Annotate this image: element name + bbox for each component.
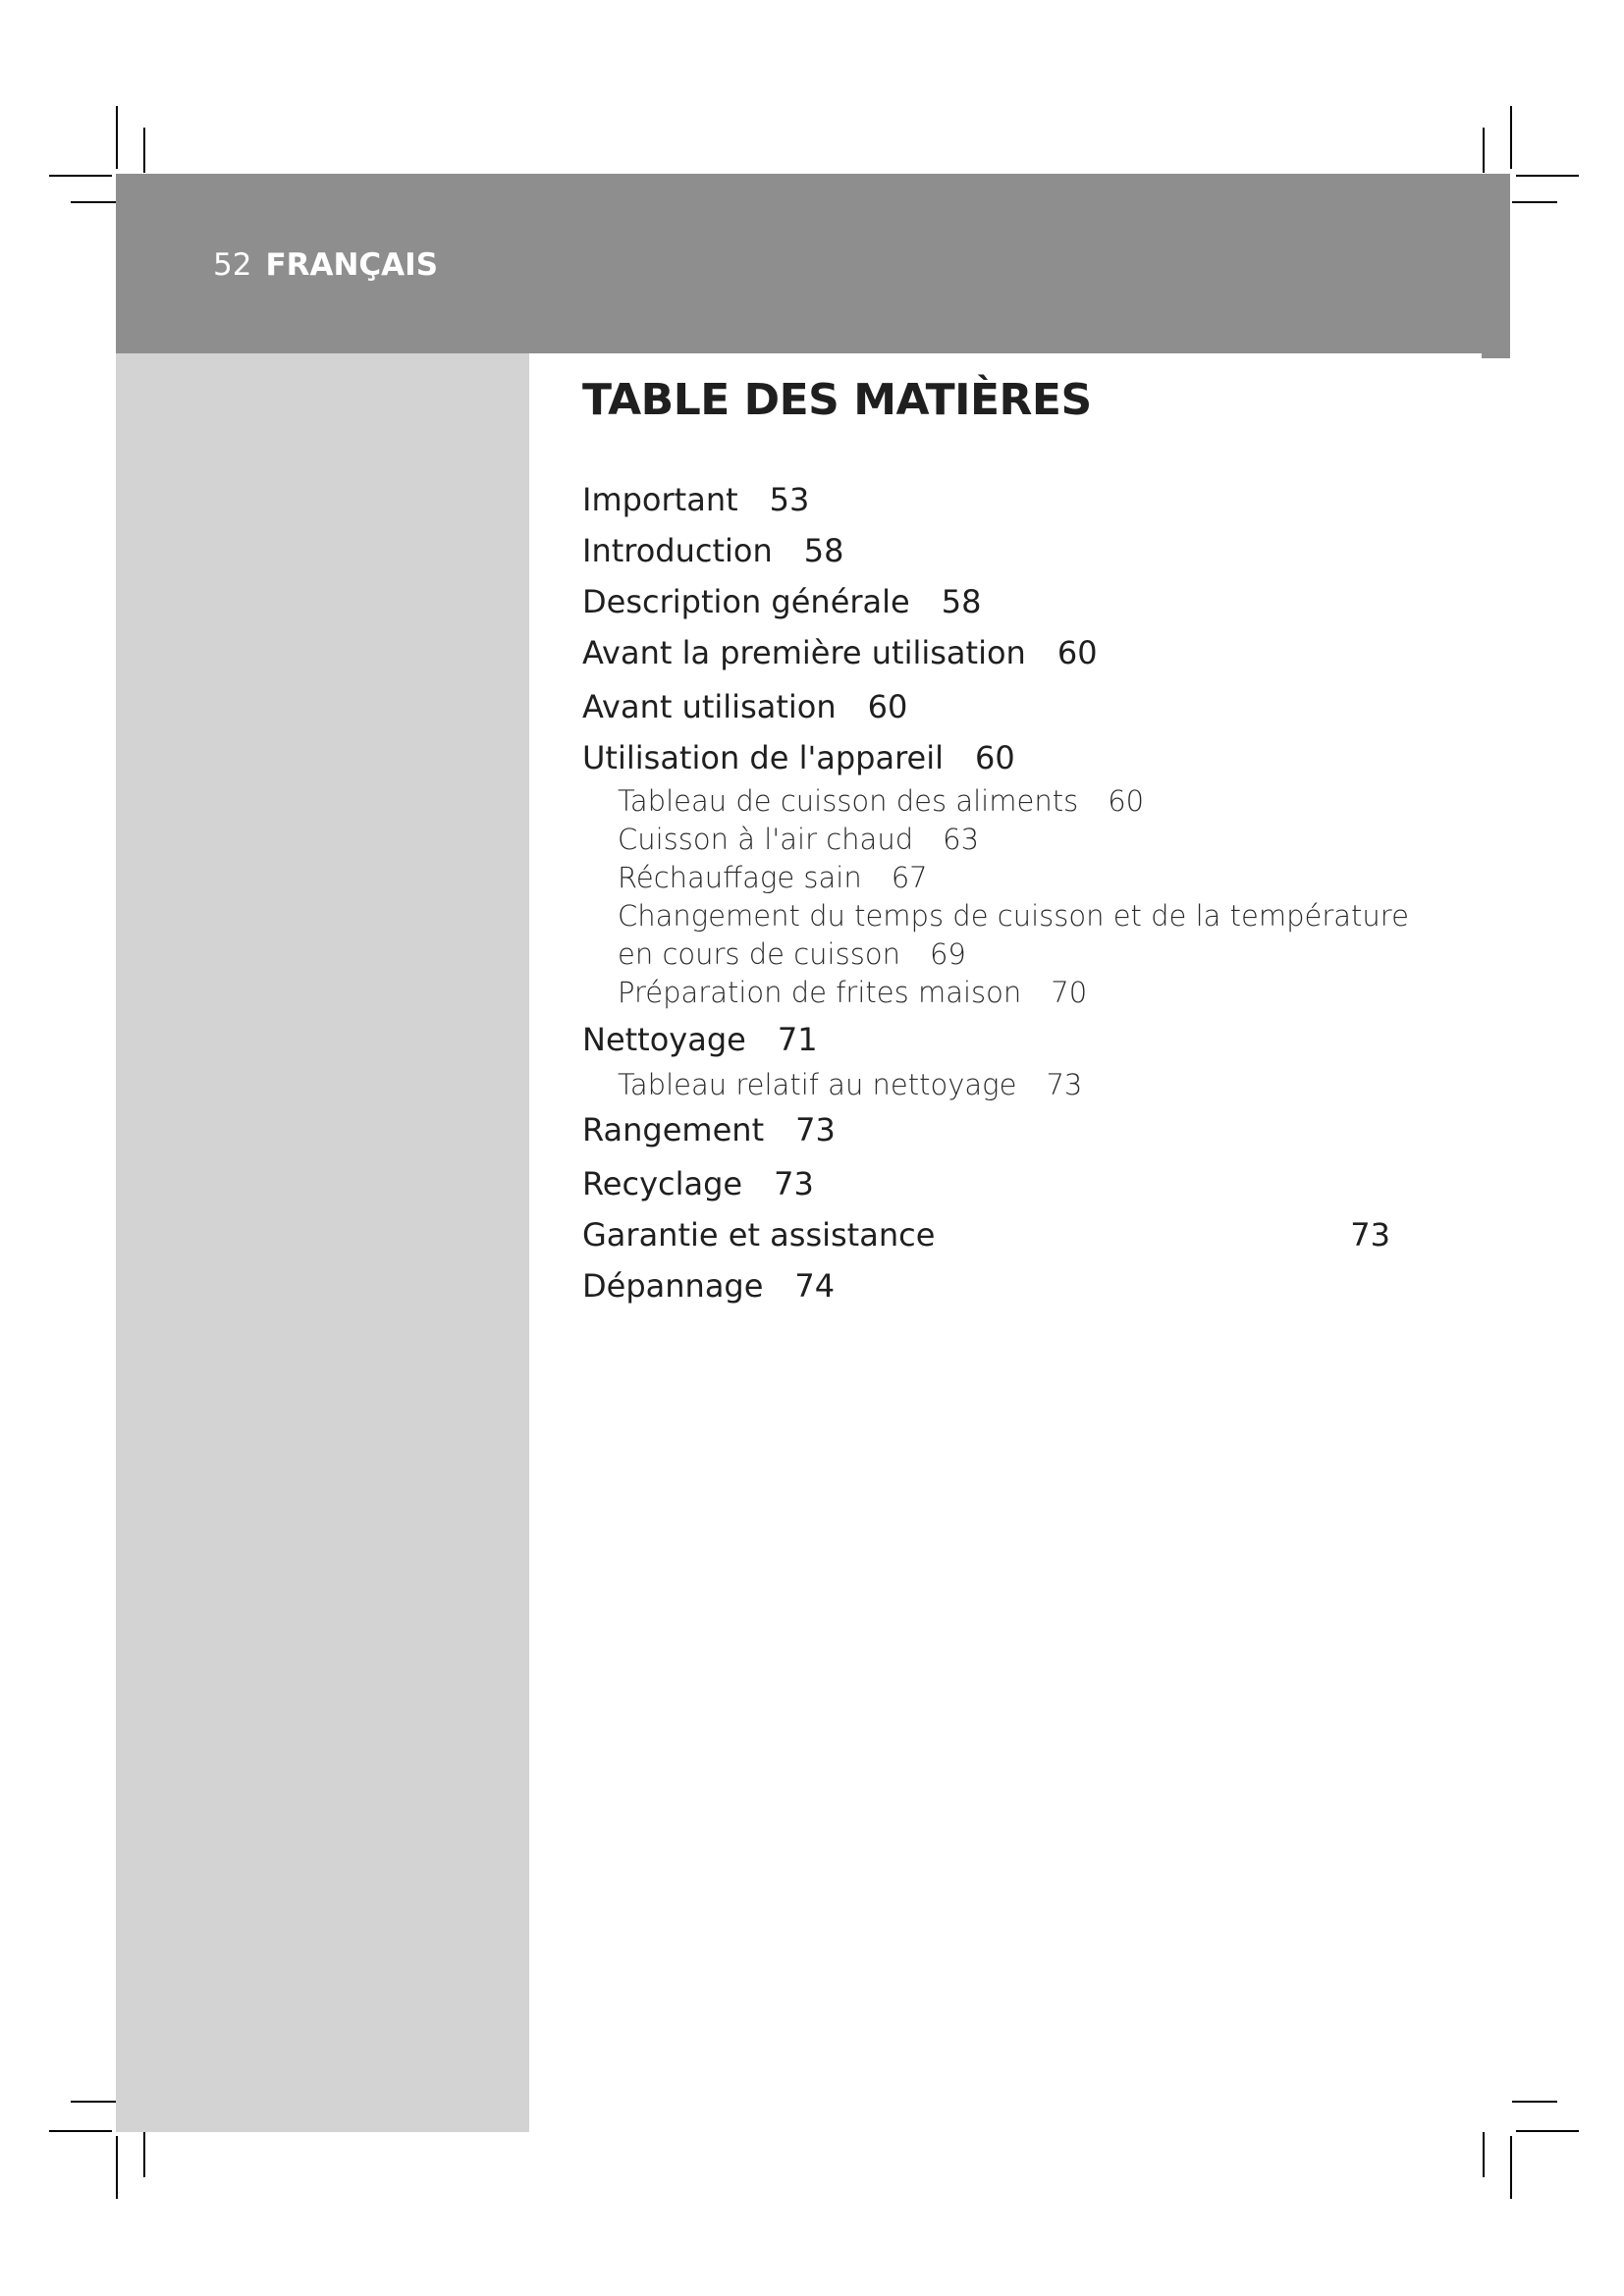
toc-entry-label: Tableau relatif au nettoyage [618,1068,1017,1101]
toc-entry[interactable] [582,1111,836,1148]
crop-mark [143,128,145,173]
crop-mark [71,2101,116,2103]
toc-entry[interactable] [582,688,907,725]
crop-mark [71,201,116,203]
toc-entry[interactable] [582,1267,835,1305]
toc-entry-label: Avant la première utilisation [582,634,1026,671]
toc-entry-label: Recyclage [582,1165,743,1202]
crop-mark [1483,128,1485,173]
toc-entry-page: 69 [929,937,966,971]
crop-mark [49,175,112,177]
toc-subentry[interactable] [618,784,1144,818]
toc-entry-label: Préparation de frites maison [618,976,1022,1009]
crop-mark [1510,106,1512,169]
toc-entry-label: Changement du temps de cuisson et de la température [618,899,1409,933]
crop-mark [1516,175,1579,177]
toc-subentry[interactable] [618,1068,1082,1101]
toc-subentry-continuation[interactable] [618,937,966,971]
toc-entry-label: Garantie et assistance [582,1216,936,1254]
toc-entry[interactable] [582,1021,818,1058]
toc-entry-page: 73 [795,1111,836,1148]
toc-entry-label: en cours de cuisson [618,937,900,971]
toc-entry-label: Important [582,481,738,518]
running-header [213,247,438,283]
toc-entry-page: 58 [803,532,844,569]
toc-entry[interactable] [582,1165,814,1202]
toc-entry-page: 60 [1056,634,1098,671]
toc-entry-page: 58 [941,583,982,620]
toc-entry-label: Rangement [582,1111,765,1148]
toc-entry-page: 60 [867,688,908,725]
crop-mark [1516,2130,1579,2132]
toc-entry-page: 71 [777,1021,818,1058]
toc-entry-page: 53 [769,481,810,518]
toc-entry[interactable] [582,481,809,518]
toc-entry-page: 73 [774,1165,814,1202]
toc-entry-label: Description générale [582,583,910,620]
toc-entry-label: Introduction [582,532,773,569]
header-notch [1482,353,1510,358]
toc-entry-label: Avant utilisation [582,688,837,725]
toc-entry-page: 70 [1051,976,1088,1009]
toc-entry[interactable] [582,583,981,620]
toc-entry[interactable] [582,634,1098,671]
crop-mark [1512,2101,1557,2103]
toc-subentry[interactable] [618,899,1409,933]
sidebar-panel [116,353,529,2132]
crop-mark [49,2130,112,2132]
toc-entry-label: Tableau de cuisson des aliments [618,784,1079,818]
toc-subentry[interactable] [618,823,979,856]
page-number: 52 [213,247,252,283]
crop-mark [143,2132,145,2177]
toc-entry-page: 67 [891,861,928,894]
toc-entry-label: Dépannage [582,1267,764,1305]
language-label: FRANÇAIS [265,247,439,283]
crop-mark [116,106,118,169]
page-title: TABLE DES MATIÈRES [582,375,1092,425]
toc-entry-label: Utilisation de l'appareil [582,739,945,776]
toc-entry-page: 73 [1046,1068,1083,1101]
toc-entry-page: 73 [1350,1216,1390,1254]
crop-mark [1512,201,1557,203]
toc-entry-label: Nettoyage [582,1021,746,1058]
crop-mark [1483,2132,1485,2177]
toc-entry[interactable] [582,739,1015,776]
toc-entry-page: 60 [1108,784,1145,818]
toc-entry-label: Cuisson à l'air chaud [618,823,914,856]
toc-entry-label: Réchauffage sain [618,861,862,894]
toc-entry[interactable] [582,532,844,569]
crop-mark [116,2136,118,2199]
toc-entry-page: 63 [943,823,980,856]
toc-subentry[interactable] [618,976,1087,1009]
crop-mark [1510,2136,1512,2199]
toc-entry-page: 74 [794,1267,836,1305]
toc-subentry[interactable] [618,861,928,894]
toc-entry-page: 60 [975,739,1015,776]
toc-entry[interactable] [582,1216,1427,1254]
